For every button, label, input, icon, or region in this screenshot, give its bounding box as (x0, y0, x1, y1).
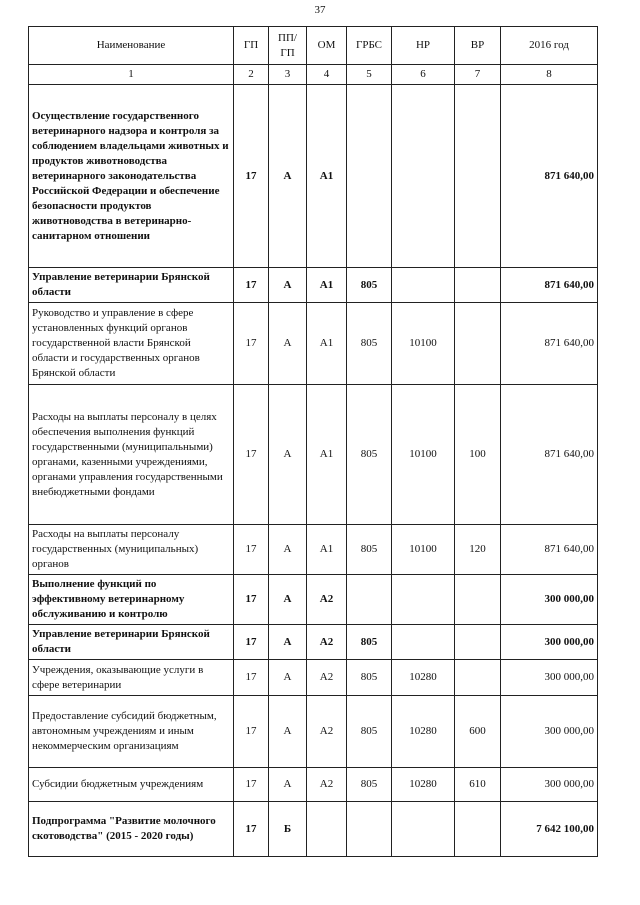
cell-ppgp: А (269, 625, 307, 660)
cell-vr (455, 802, 501, 857)
column-number: 5 (347, 65, 392, 85)
cell-name: Учреждения, оказывающие услуги в сфере ветеринарии (29, 660, 234, 696)
cell-name: Расходы на выплаты персоналу в целях обеспечения выполнения функций государственными (муниципальными) органами, казенными учреждениями, органами управления государственными внебюджетными фондами (29, 385, 234, 525)
table-row (29, 696, 598, 768)
cell-nr (392, 85, 455, 268)
cell-gp: 17 (234, 268, 269, 303)
cell-om: А2 (307, 575, 347, 625)
cell-grbs (347, 85, 392, 268)
cell-amount: 871 640,00 (501, 85, 598, 268)
header-gp: ГП (234, 27, 269, 65)
cell-ppgp: А (269, 385, 307, 525)
cell-gp: 17 (234, 625, 269, 660)
cell-om: А1 (307, 385, 347, 525)
cell-gp: 17 (234, 802, 269, 857)
budget-table-body (29, 85, 598, 857)
cell-grbs: 805 (347, 525, 392, 575)
cell-gp: 17 (234, 660, 269, 696)
cell-vr (455, 660, 501, 696)
header-grbs: ГРБС (347, 27, 392, 65)
cell-nr (392, 268, 455, 303)
header-year: 2016 год (501, 27, 598, 65)
cell-name: Выполнение функций по эффективному ветеринарному обслуживанию и контролю (29, 575, 234, 625)
cell-grbs: 805 (347, 625, 392, 660)
cell-vr (455, 268, 501, 303)
table-row (29, 525, 598, 575)
cell-vr (455, 303, 501, 385)
cell-amount: 871 640,00 (501, 525, 598, 575)
cell-grbs: 805 (347, 268, 392, 303)
cell-vr: 610 (455, 768, 501, 802)
header-name: Наименование (29, 27, 234, 65)
column-number-row (29, 65, 598, 85)
cell-amount: 300 000,00 (501, 660, 598, 696)
cell-ppgp: А (269, 575, 307, 625)
cell-ppgp: А (269, 85, 307, 268)
header-nr: НР (392, 27, 455, 65)
cell-amount: 300 000,00 (501, 625, 598, 660)
cell-grbs: 805 (347, 385, 392, 525)
cell-nr (392, 575, 455, 625)
cell-ppgp: А (269, 525, 307, 575)
column-number: 8 (501, 65, 598, 85)
cell-gp: 17 (234, 768, 269, 802)
cell-vr: 100 (455, 385, 501, 525)
cell-grbs: 805 (347, 768, 392, 802)
cell-amount: 300 000,00 (501, 768, 598, 802)
cell-gp: 17 (234, 385, 269, 525)
table-row (29, 303, 598, 385)
table-row (29, 268, 598, 303)
header-om: ОМ (307, 27, 347, 65)
cell-grbs (347, 575, 392, 625)
cell-ppgp: А (269, 268, 307, 303)
cell-name: Предоставление субсидий бюджетным, автономным учреждениям и иным некоммерческим организациям (29, 696, 234, 768)
cell-nr: 10100 (392, 385, 455, 525)
cell-nr (392, 625, 455, 660)
cell-name: Управление ветеринарии Брянской области (29, 268, 234, 303)
cell-ppgp: А (269, 660, 307, 696)
table-row (29, 768, 598, 802)
cell-nr: 10100 (392, 525, 455, 575)
cell-vr (455, 625, 501, 660)
column-number: 7 (455, 65, 501, 85)
cell-gp: 17 (234, 303, 269, 385)
page-number: 37 (314, 4, 326, 16)
cell-gp: 17 (234, 525, 269, 575)
cell-om: А2 (307, 625, 347, 660)
cell-om: А2 (307, 768, 347, 802)
column-number: 4 (307, 65, 347, 85)
table-row (29, 625, 598, 660)
column-number: 3 (269, 65, 307, 85)
budget-table (28, 26, 598, 857)
table-row (29, 385, 598, 525)
cell-om: А1 (307, 525, 347, 575)
cell-amount: 871 640,00 (501, 385, 598, 525)
cell-ppgp: А (269, 696, 307, 768)
cell-om: А1 (307, 85, 347, 268)
cell-name: Подпрограмма "Развитие молочного скотоводства" (2015 - 2020 годы) (29, 802, 234, 857)
cell-grbs: 805 (347, 660, 392, 696)
cell-amount: 7 642 100,00 (501, 802, 598, 857)
cell-vr: 120 (455, 525, 501, 575)
cell-gp: 17 (234, 85, 269, 268)
table-row (29, 575, 598, 625)
cell-grbs: 805 (347, 696, 392, 768)
cell-grbs: 805 (347, 303, 392, 385)
column-number: 6 (392, 65, 455, 85)
table-row (29, 802, 598, 857)
cell-om (307, 802, 347, 857)
table-row (29, 660, 598, 696)
cell-ppgp: Б (269, 802, 307, 857)
cell-om: А1 (307, 268, 347, 303)
cell-vr (455, 575, 501, 625)
header-vr: ВР (455, 27, 501, 65)
cell-amount: 300 000,00 (501, 696, 598, 768)
cell-ppgp: А (269, 768, 307, 802)
cell-name: Управление ветеринарии Брянской области (29, 625, 234, 660)
cell-amount: 300 000,00 (501, 575, 598, 625)
cell-amount: 871 640,00 (501, 303, 598, 385)
cell-amount: 871 640,00 (501, 268, 598, 303)
cell-om: А2 (307, 696, 347, 768)
cell-vr (455, 85, 501, 268)
cell-nr: 10280 (392, 696, 455, 768)
cell-name: Осуществление государственного ветеринарного надзора и контроля за соблюдением владельцами животных и продуктов животноводства ветеринарного законодательства Российской Федерации и обеспечение безопасности продуктов животноводства в ветеринарно-санитарном отношении (29, 85, 234, 268)
cell-name: Субсидии бюджетным учреждениям (29, 768, 234, 802)
cell-om: А1 (307, 303, 347, 385)
cell-nr: 10100 (392, 303, 455, 385)
cell-nr (392, 802, 455, 857)
header-ppgp: ПП/ГП (269, 27, 307, 65)
cell-om: А2 (307, 660, 347, 696)
cell-nr: 10280 (392, 768, 455, 802)
cell-grbs (347, 802, 392, 857)
table-row (29, 85, 598, 268)
header-row (29, 27, 598, 65)
column-number: 1 (29, 65, 234, 85)
cell-ppgp: А (269, 303, 307, 385)
cell-gp: 17 (234, 575, 269, 625)
column-number: 2 (234, 65, 269, 85)
cell-name: Расходы на выплаты персоналу государственных (муниципальных) органов (29, 525, 234, 575)
cell-vr: 600 (455, 696, 501, 768)
cell-nr: 10280 (392, 660, 455, 696)
cell-name: Руководство и управление в сфере установленных функций органов государственной власти Брянской области и государственных органов Брянской области (29, 303, 234, 385)
cell-gp: 17 (234, 696, 269, 768)
